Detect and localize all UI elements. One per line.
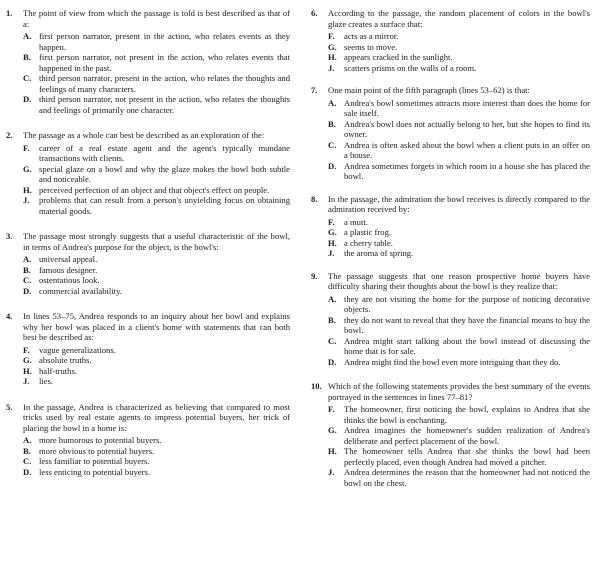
option-letter: C. (23, 73, 32, 83)
option-text: Andrea determines the reason that the homeowner had not noticed the bowl on the chest. (344, 467, 590, 488)
option-text: career of a real estate agent and the agent's typically mundane transactions with clients. (39, 142, 290, 163)
option-letter: B. (23, 52, 31, 62)
answer-option (328, 315, 590, 336)
answer-option (328, 63, 590, 74)
option-text: Andrea might find the bowl even more intriguing than they do. (344, 356, 561, 367)
option-text: a mutt. (344, 216, 368, 227)
left-column (6, 8, 290, 477)
option-letter: B. (23, 445, 31, 456)
option-text: The homeowner tells Andrea that she thinks the bowl had been perfectly placed, even though Andrea had moved a pitcher. (344, 446, 590, 467)
answer-option (23, 467, 290, 478)
option-text: commercial availability. (39, 285, 122, 296)
answer-option (23, 376, 290, 387)
option-letter: C. (23, 275, 32, 285)
answer-option (328, 294, 590, 315)
question-text: The passage most strongly suggests that a useful characteristic of the bowl, in terms of Andrea's purpose for the object, is the bowl's: (23, 231, 290, 252)
answer-option (23, 275, 290, 286)
option-text: more humorous to potential buyers. (39, 435, 162, 445)
answer-option (23, 254, 290, 265)
option-letter: B. (328, 118, 336, 129)
question-text: In the passage, the admiration the bowl receives is directly compared to the admiration received by: (328, 193, 590, 214)
question-8 (311, 194, 590, 259)
option-letter: F. (23, 344, 30, 355)
option-text: a plastic frog. (344, 227, 392, 237)
answer-option (23, 185, 290, 196)
question-6 (311, 8, 590, 73)
option-text: first person narrator, not present in the action, who relates events that happened in the past. (39, 52, 290, 73)
option-letter: J. (328, 62, 335, 73)
option-text: a cherry table. (344, 237, 393, 248)
option-text: scatters prisms on the walls of a room. (344, 62, 477, 73)
option-text: more obvious to potential buyers. (39, 445, 155, 456)
option-letter: A. (328, 293, 337, 304)
option-text: the aroma of spring. (344, 248, 414, 258)
question-number: 9. (311, 270, 318, 281)
option-letter: G. (328, 41, 337, 52)
answer-option (23, 345, 290, 356)
answer-option (23, 195, 290, 216)
option-letter: C. (23, 456, 32, 466)
option-text: Andrea's bowl does not actually belong to her, but she hopes to find its owner. (344, 118, 590, 139)
answer-option (328, 42, 590, 53)
option-letter: A. (23, 254, 32, 264)
option-text: problems that can result from a person's unyielding focus on obtaining material goods. (39, 195, 290, 216)
option-letter: H. (328, 52, 337, 62)
answer-options (23, 435, 290, 477)
option-text: absolute truths. (39, 355, 92, 365)
question-5 (6, 402, 290, 478)
answer-option (23, 456, 290, 467)
option-letter: D. (328, 160, 337, 171)
option-text: special glaze on a bowl and why the glaze makes the bowl both subtle and noticeable. (39, 163, 290, 184)
option-letter: A. (23, 435, 32, 445)
answer-option (23, 435, 290, 446)
option-text: appears cracked in the sunlight. (344, 52, 453, 62)
question-text: The point of view from which the passage is told is best described as that of a: (23, 8, 290, 29)
option-letter: H. (328, 237, 337, 248)
question-stem (311, 194, 590, 215)
option-text: acts as a mirror. (344, 31, 399, 41)
answer-option (328, 238, 590, 249)
answer-options (328, 217, 590, 259)
question-stem (6, 8, 290, 29)
question-stem (311, 381, 590, 402)
answer-option (328, 404, 590, 425)
answer-option (328, 52, 590, 63)
question-stem (6, 402, 290, 434)
right-column (311, 8, 590, 488)
option-text: first person narrator, present in the action, who relates events as they happen. (39, 31, 290, 52)
question-7 (311, 85, 590, 182)
answer-option (23, 355, 290, 366)
question-2 (6, 130, 290, 216)
question-number: 6. (311, 8, 318, 18)
answer-options (328, 404, 590, 488)
question-stem (311, 85, 590, 96)
answer-options (23, 31, 290, 115)
option-letter: G. (328, 425, 337, 435)
option-letter: F. (328, 404, 335, 414)
option-text: third person narrator, present in the action, who relates the thoughts and feelings of many characters. (39, 73, 290, 94)
option-text: universal appeal. (39, 254, 98, 264)
option-text: Andrea imagines the homeowner's sudden realization of Andrea's deliberate and perfect placement of the bowl. (344, 425, 590, 446)
option-letter: C. (328, 139, 337, 150)
answer-option (23, 366, 290, 377)
answer-option (23, 31, 290, 52)
answer-option (328, 119, 590, 140)
answer-option (328, 227, 590, 238)
answer-options (23, 143, 290, 217)
answer-option (328, 425, 590, 446)
question-3 (6, 231, 290, 296)
option-text: third person narrator, not present in the action, who relates the thoughts and feelings of primarily one character. (39, 94, 290, 115)
question-stem (6, 130, 290, 141)
answer-option (328, 31, 590, 42)
question-text: The passage suggests that one reason prospective home buyers have difficulty sharing their thoughts about the bowl is they realize that: (328, 270, 590, 291)
option-letter: J. (328, 467, 335, 477)
option-letter: D. (23, 285, 32, 296)
option-letter: F. (328, 31, 335, 41)
question-text: In the passage, Andrea is characterized as believing that compared to most tricks used by real estate agents to impress potential buyers, her trick of placing the bowl in a home is: (23, 401, 290, 433)
option-text: lies. (39, 376, 54, 386)
option-letter: A. (23, 31, 32, 41)
question-number: 8. (311, 193, 318, 204)
option-letter: G. (23, 163, 32, 174)
answer-option (23, 265, 290, 276)
option-letter: J. (328, 248, 335, 258)
option-letter: H. (23, 365, 32, 376)
question-number: 4. (6, 311, 13, 321)
option-letter: F. (328, 216, 335, 227)
answer-option (23, 446, 290, 457)
option-text: Andrea is often asked about the bowl when a client puts in an offer on a house. (344, 139, 590, 160)
question-stem (311, 8, 590, 29)
question-stem (6, 311, 290, 343)
option-letter: G. (23, 355, 32, 365)
answer-option (328, 161, 590, 182)
question-4 (6, 311, 290, 387)
option-text: they are not visiting the home for the purpose of noticing decorative objects. (344, 293, 590, 314)
option-text: less enticing to potential buyers. (39, 466, 150, 477)
option-text: famous designer. (39, 264, 98, 275)
answer-option (328, 336, 590, 357)
question-stem (6, 231, 290, 252)
question-text: In lines 53–75, Andrea responds to an inquiry about her bowl and explains why her bowl was placed in a client's home with statements that can both best be described as: (23, 311, 290, 342)
option-text: ostentatious look. (39, 275, 100, 285)
option-text: Andrea's bowl sometimes attracts more interest than does the home for sale itself. (344, 97, 590, 118)
answer-option (23, 164, 290, 185)
option-letter: H. (328, 446, 337, 456)
question-number: 10. (311, 381, 322, 391)
option-letter: F. (23, 142, 30, 153)
option-letter: B. (328, 314, 336, 325)
question-number: 1. (6, 8, 13, 18)
option-text: vague generalizations. (39, 344, 116, 355)
option-letter: G. (328, 227, 337, 237)
answer-option (328, 140, 590, 161)
option-letter: D. (23, 466, 32, 477)
answer-options (328, 31, 590, 73)
option-text: seems to move. (344, 41, 398, 52)
option-text: Andrea might start talking about the bowl instead of discussing the home that is for sale. (344, 335, 590, 356)
answer-option (23, 94, 290, 115)
answer-options (328, 98, 590, 182)
option-letter: A. (328, 97, 337, 108)
answer-option (23, 143, 290, 164)
question-number: 7. (311, 85, 318, 95)
option-letter: J. (23, 376, 30, 386)
question-number: 2. (6, 130, 13, 140)
question-1 (6, 8, 290, 115)
question-9 (311, 271, 590, 368)
option-text: Andrea sometimes forgets in which room in a house she has placed the bowl. (344, 160, 590, 181)
option-text: perceived perfection of an object and that object's effect on people. (39, 184, 270, 195)
answer-option (328, 467, 590, 488)
question-text: One main point of the fifth paragraph (lines 53–62) is that: (328, 85, 530, 95)
answer-option (328, 217, 590, 228)
question-10 (311, 381, 590, 488)
answer-options (328, 294, 590, 368)
option-text: less familiar to potential buyers. (39, 456, 150, 466)
answer-option (23, 52, 290, 73)
question-number: 3. (6, 231, 13, 241)
answer-option (23, 286, 290, 297)
answer-option (23, 73, 290, 94)
option-letter: J. (23, 195, 30, 205)
answer-option (328, 98, 590, 119)
question-stem (311, 271, 590, 292)
question-number: 5. (6, 401, 13, 412)
answer-option (328, 357, 590, 368)
option-letter: H. (23, 184, 32, 195)
option-text: The homeowner, first noticing the bowl, explains to Andrea that she thinks the bowl is enchanting. (344, 404, 590, 425)
option-letter: C. (328, 335, 337, 346)
question-text: According to the passage, the random placement of colors in the bowl's glaze creates a surface that: (328, 8, 590, 29)
option-text: they do not want to reveal that they have the financial means to buy the bowl. (344, 314, 590, 335)
answer-option (328, 248, 590, 259)
option-letter: D. (328, 356, 337, 367)
answer-options (23, 254, 290, 296)
question-text: Which of the following statements provides the best summary of the events portrayed in the sentences in lines 77–81? (328, 381, 590, 402)
option-letter: D. (23, 94, 32, 104)
answer-options (23, 345, 290, 387)
question-text: The passage as a whole can best be described as an exploration of the: (23, 130, 265, 140)
answer-option (328, 446, 590, 467)
option-text: half-truths. (39, 365, 77, 376)
option-letter: B. (23, 264, 31, 275)
